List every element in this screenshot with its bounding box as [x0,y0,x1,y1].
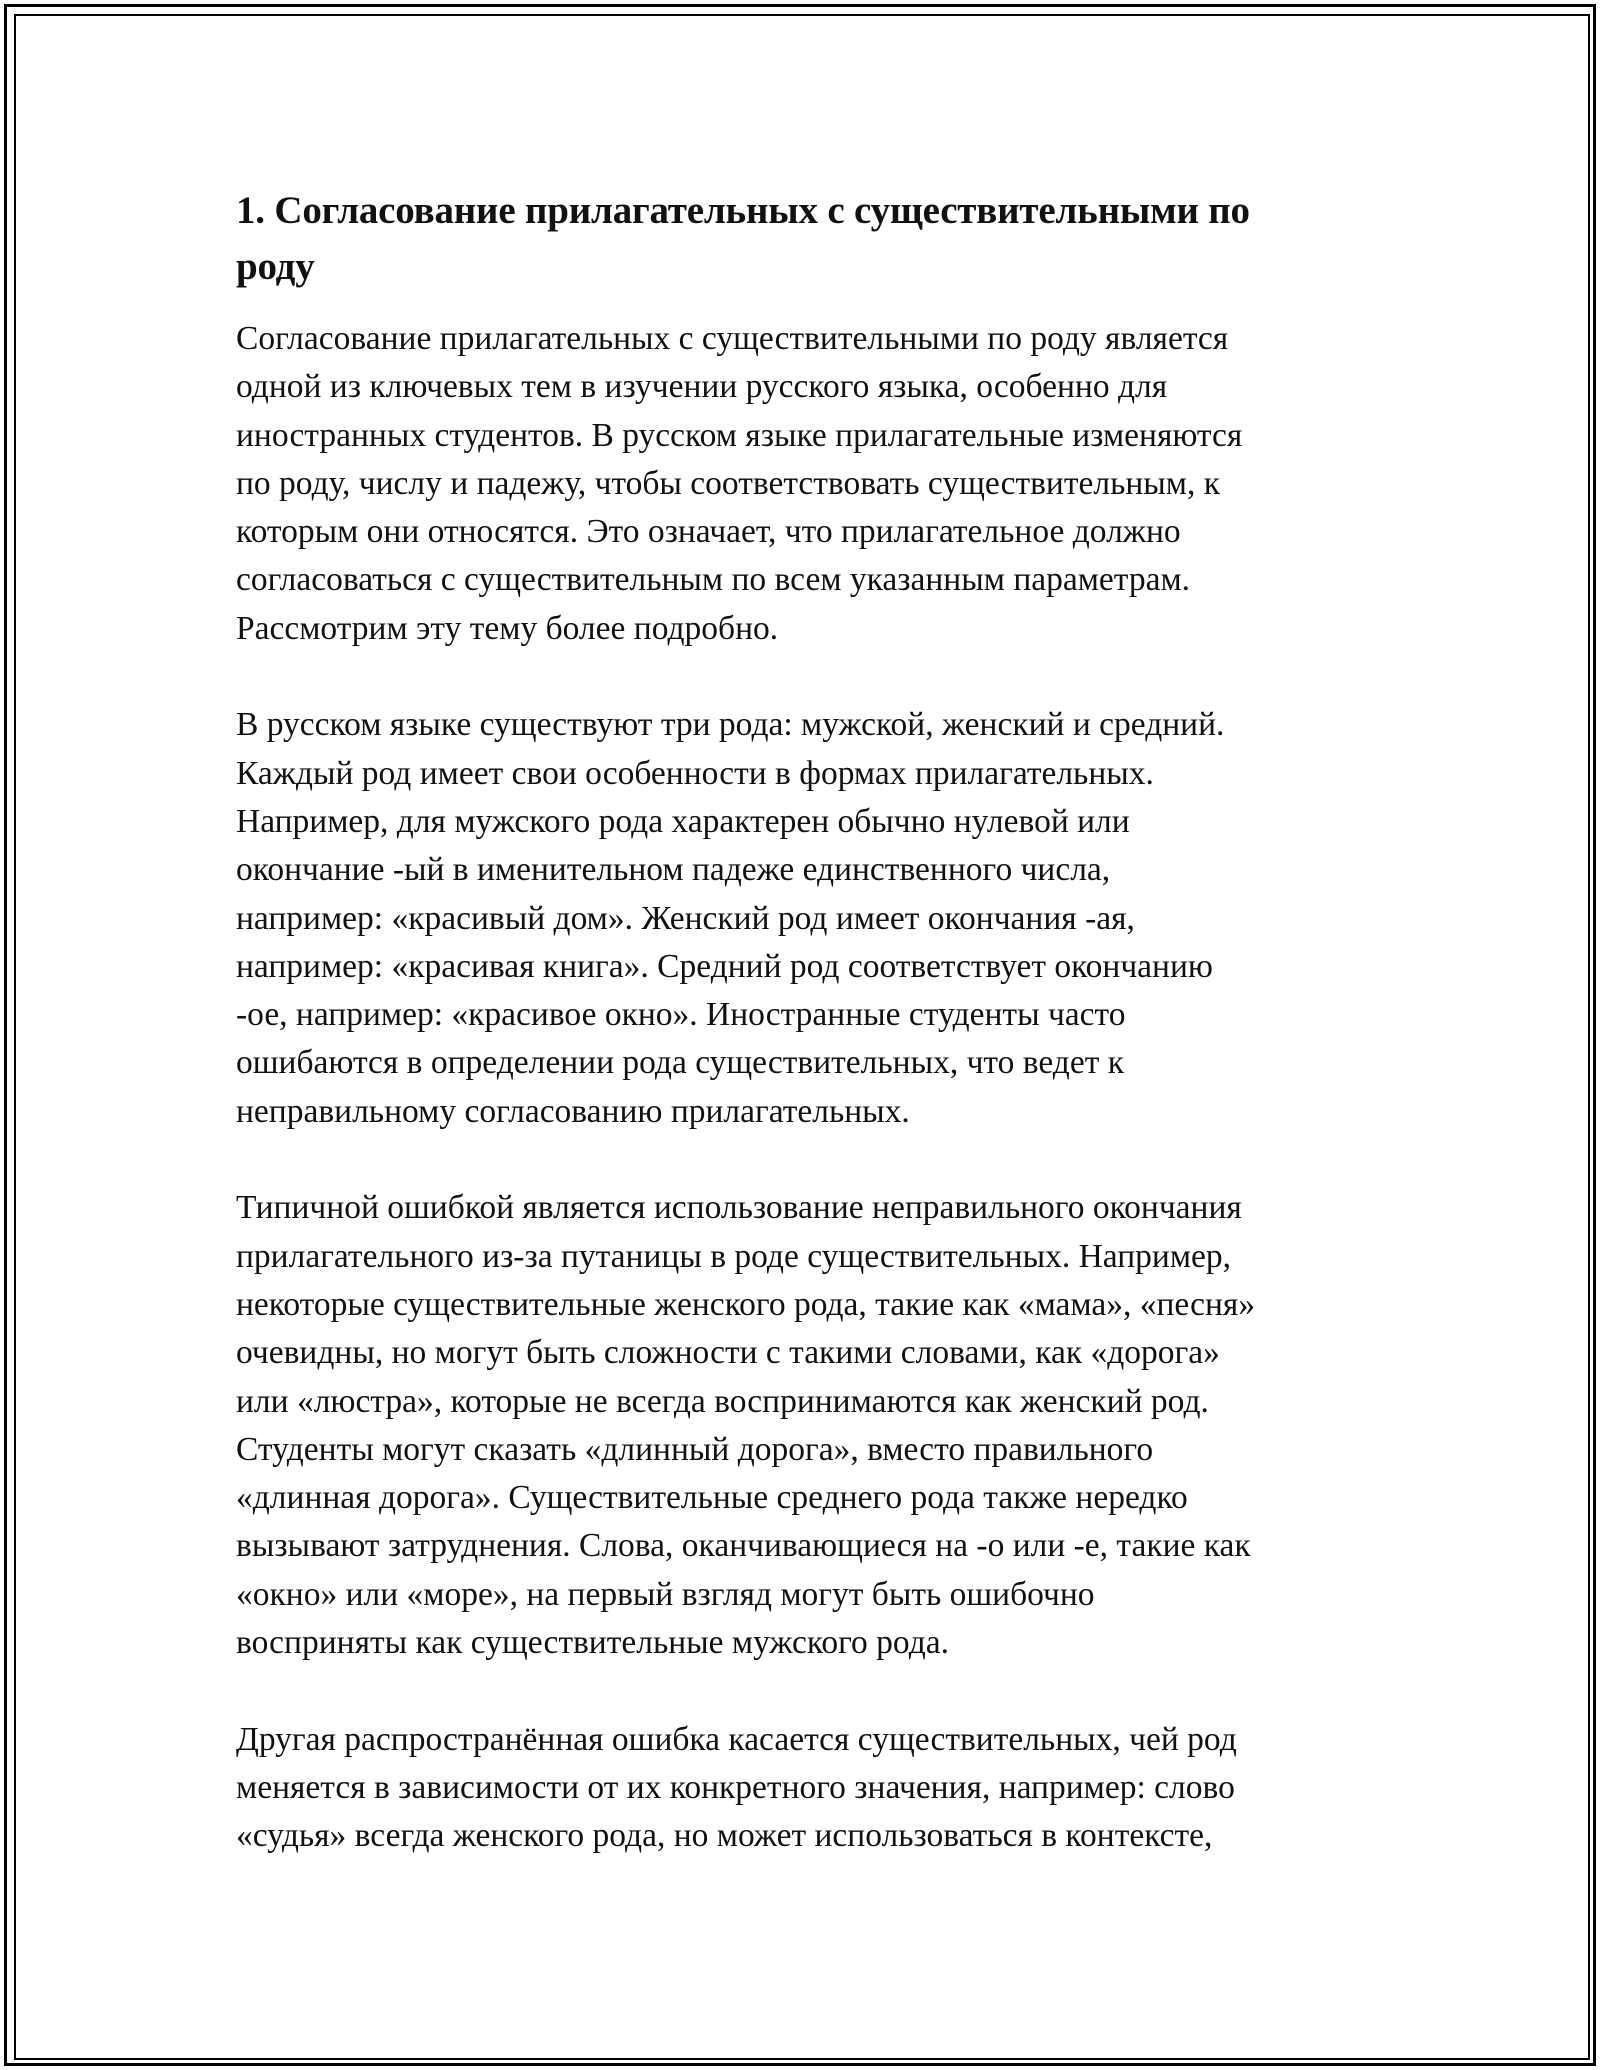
text-line: -ое, например: «красивое окно». Иностранные студенты часто [236,996,1126,1034]
text-line: меняется в зависимости от их конкретного значения, например: слово [236,1768,1235,1806]
heading-line: роду [236,245,315,288]
paragraph-typical-errors [236,1184,1366,1667]
text-line: Согласование прилагательных с существительными по роду является [236,320,1229,357]
text-line: «окно» или «море», на первый взгляд могут быть ошибочно [236,1575,1095,1613]
text-line: окончание -ый в именительном падеже единственного числа, [236,851,1111,889]
text-line: Типичной ошибкой является использование неправильного окончания [236,1189,1242,1227]
text-line: например: «красивая книга». Средний род соответствует окончанию [236,947,1213,985]
text-line: некоторые существительные женского рода, такие как «мама», «песня» [236,1285,1256,1323]
text-line: неправильному согласованию прилагательных. [236,1092,910,1130]
text-line: «судья» всегда женского рода, но может использоваться в контексте, [236,1817,1213,1855]
text-line: одной из ключевых тем в изучении русского языка, особенно для [236,368,1168,406]
text-line: согласоваться с существительным по всем указанным параметрам. [236,561,1191,599]
text-line: вызывают затруднения. Слова, оканчивающиеся на -о или -е, такие как [236,1527,1251,1565]
text-line: прилагательного из-за путаницы в роде существительных. Например, [236,1237,1232,1275]
text-line: или «люстра», которые не всегда воспринимаются как женский род. [236,1382,1209,1420]
text-line: например: «красивый дом». Женский род имеет окончания -ая, [236,899,1135,937]
text-line: В русском языке существуют три рода: мужской, женский и средний. [236,706,1225,744]
paragraph-genders [236,701,1366,1136]
text-line: Студенты могут сказать «длинный дорога», вместо правильного [236,1430,1154,1468]
heading-line: 1. Согласование прилагательных с существительными по [236,189,1250,232]
section-heading [236,183,1366,295]
text-line: «длинная дорога». Существительные среднего рода также нередко [236,1479,1188,1517]
text-line: по роду, числу и падежу, чтобы соответствовать существительным, к [236,464,1221,502]
paragraph-intro [236,315,1366,653]
text-line: очевидны, но могут быть сложности с такими словами, как «дорога» [236,1334,1220,1372]
text-line: которым они относятся. Это означает, что прилагательное должно [236,513,1181,551]
text-line: Рассмотрим эту тему более подробно. [236,609,779,647]
text-line: Другая распространённая ошибка касается существительных, чей род [236,1720,1237,1758]
document-page [236,183,1366,1909]
text-line: Например, для мужского рода характерен обычно нулевой или [236,802,1130,840]
text-line: Каждый род имеет свои особенности в формах прилагательных. [236,754,1154,792]
text-line: иностранных студентов. В русском языке прилагательные изменяются [236,416,1243,454]
paragraph-other-error [236,1716,1366,1861]
text-line: восприняты как существительные мужского рода. [236,1624,950,1662]
text-line: ошибаются в определении рода существительных, что ведет к [236,1044,1124,1082]
